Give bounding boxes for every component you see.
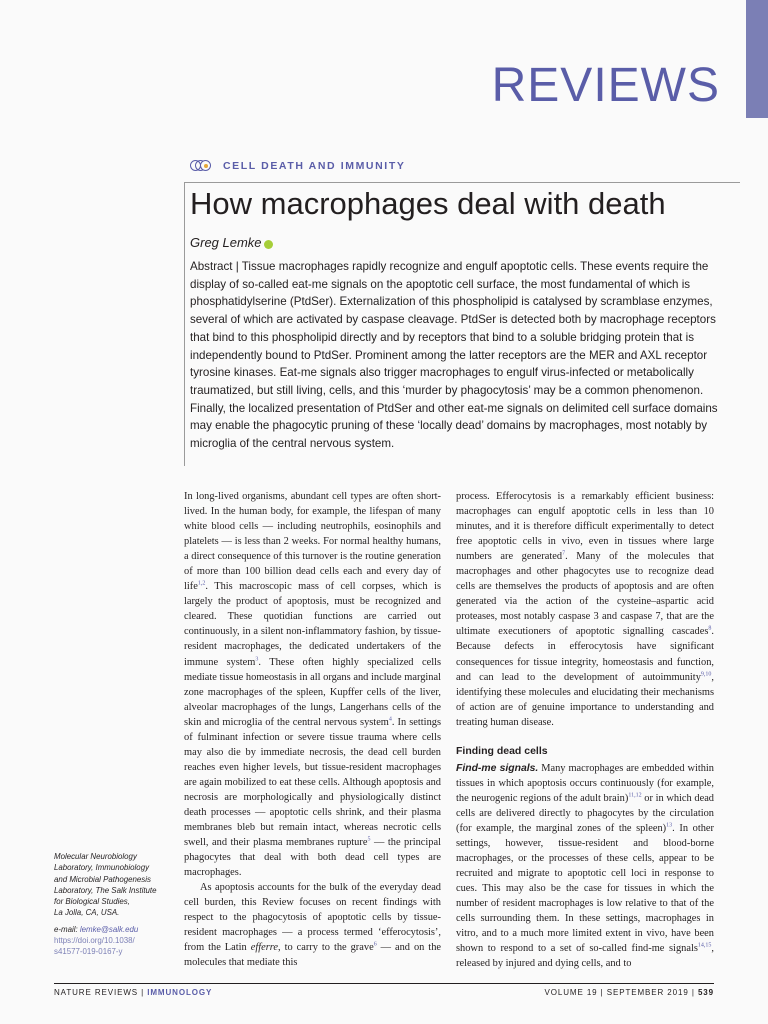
citation-ref[interactable]: 7 [562, 550, 566, 557]
citation-ref[interactable]: 11,12 [628, 792, 642, 799]
body-paragraph: In long-lived organisms, abundant cell types are often short-lived. In the human body, for example, the lifespan of many white blood cells — including neutrophils, eosinophils and platelets — is less than 2 weeks. For normal healthy humans, a direct consequence of this turnover is the routine generation of more than 100 billion dead cells each and every day of life$^{1,2}$. This macroscopic mass of cell corpses, which is largely the product of apoptosis, must be recognized and cleared. These quotidian functions are carried out continuously, in a silent non-inflammatory fashion, by tissue-resident macrophages, the dedicated undertakers of the immune system$^3$. These often highly specialized cells mediate tissue homeostasis in all organs and include marginal zone macrophages of the spleen, Kupffer cells of the liver, alveolar macrophages of the lungs, Langerhans cells of the skin and microglia of the central nervous system$^4$. In settings of fulminant infection or severe tissue trauma where cells may also die by immediate necrosis, the dead cell burden reaches even higher levels, but tissue-resident macrophages are again mobilized to eat these cells. Although apoptosis and necrosis are morphologically and physiologically distinct death processes — apoptotic cells shrink, and their plasma membranes bleb but remain intact, whereas necrotic cells swell, and their plasma membranes rupture$^5$ — the principal phagocytes that deal with both dead cell types are macrophages. [184, 491, 442, 879]
citation-ref[interactable]: 4 [388, 716, 392, 723]
affiliation-line: Laboratory, Immunobiology [54, 863, 150, 873]
side-color-tab [746, 0, 768, 118]
section-header [190, 159, 405, 173]
citation-ref[interactable]: 14,15 [697, 942, 712, 949]
section-heading: Finding dead cells [456, 744, 548, 757]
citation-ref[interactable]: 13 [666, 822, 673, 829]
citation-ref[interactable]: 8 [708, 625, 712, 632]
article-title: How macrophages deal with death [190, 186, 666, 221]
footer-journal [54, 988, 212, 997]
cell-rings-icon [190, 159, 220, 173]
body-paragraph [456, 761, 714, 972]
citation-ref[interactable]: 3 [255, 656, 259, 663]
run-in-heading: Find-me signals. [456, 762, 539, 774]
italic-term: efferre [250, 942, 279, 954]
author-name: Greg Lemke [190, 235, 262, 250]
doi-link[interactable] [54, 935, 179, 958]
journal-subject: IMMUNOLOGY [147, 988, 213, 997]
reviews-banner: REVIEWS [491, 59, 720, 112]
body-column-right [456, 489, 714, 971]
body-paragraph: process. Efferocytosis is a remarkably efficient business: macrophages can engulf apoptotic cells in less than 10 minutes, and it is therefore difficult experimentally to detect free apoptotic cells in vivo, even in tissues where large numbers are generated$^7$. Many of the molecules that macrophages and other phagocytes use to recognize dead cells are themselves the products of apoptosis and are often generated via the action of the cysteine–aspartic acid proteases, most notably caspase 3 and caspase 7, that are the ultimate executioners of apoptotic signalling cascades$^8$. Because defects in efferocytosis have significant consequences for tissue integrity, homeostasis and function, and can lead to the development of autoimmunity$^{9,10}$, identifying these molecules and elucidating their mechanisms of action are of genuine importance to understanding and treating human disease. [456, 491, 714, 728]
email-line [54, 924, 179, 935]
abstract: Abstract | Tissue macrophages rapidly recognize and engulf apoptotic cells. These events require the display of so-called eat-me signals on the apoptotic cell surface, the most fundamental of which is phosphatidylserine (PtdSer). Externalization of this phospholipid is catalysed by scramblase enzymes, several of which are activated by caspase cleavage. PtdSer is detected both by macrophage receptors that bind to this phospholipid directly and by receptors that bind to a soluble bridging protein that is independently bound to PtdSer. Prominent among the latter receptors are the MER and AXL receptor tyrosine kinases. Eat-me signals also trigger macrophages to engulf virus-infected or metabolically traumatized, but still living, cells, and this ‘murder by phagocytosis’ may be a common phenomenon. Finally, the localized presentation of PtdSer and other eat-me signals on delimited cell surface domains may enable the phagocytic pruning of these ‘locally dead’ domains by macrophages, most notably by microglia of the central nervous system. [190, 260, 718, 451]
doi-line: https://doi.org/10.1038/ [54, 936, 135, 946]
citation-ref[interactable]: 6 [373, 941, 377, 948]
citation-ref[interactable]: 1,2 [197, 580, 206, 587]
affiliation-line: La Jolla, CA, USA. [54, 908, 120, 918]
author-line [190, 235, 273, 250]
journal-name: NATURE REVIEWS [54, 988, 139, 997]
body-paragraph: As apoptosis accounts for the bulk of the everyday dead cell burden, this Review focuses on recent findings with respect to the phagocytosis of apoptotic cells by tissue-resident macrophages — a process termed ‘efferocytosis’, from the Latin efferre, to carry to the grave$^6$ — and on the molecules that mediate this [184, 882, 441, 969]
author-affiliation [54, 851, 179, 958]
email-link[interactable]: lemke@salk.edu [79, 924, 139, 934]
affiliation-line: Molecular Neurobiology [54, 852, 137, 861]
orcid-icon[interactable] [264, 240, 273, 249]
footer-rule [54, 983, 714, 984]
footer-separator: | [138, 988, 148, 997]
footer-issue [545, 988, 714, 997]
affiliation-line: Laboratory, The Salk Institute [54, 885, 157, 895]
citation-ref[interactable]: 9,10 [700, 671, 712, 678]
body-column-left [184, 489, 441, 971]
page-number: 539 [697, 988, 714, 997]
citation-ref[interactable]: 5 [367, 836, 371, 843]
abstract-rule [184, 182, 185, 466]
doi-line: s41577-019-0167-y [54, 947, 123, 957]
affiliation-line: for Biological Studies, [54, 897, 130, 907]
title-rule [184, 182, 740, 183]
section-label: CELL DEATH AND IMMUNITY [223, 160, 406, 172]
paragraph-text: Many macrophages are embedded within tissues in which apoptosis occurs continuously (for example, the neurogenic regions of the adult brain)$^{11,12}$ or in which dead cells are delivered directly to phagocytes by the circulation (for example, the marginal zones of the spleen)$^{13}$. In other settings, however, tissue-resident and blood-borne macrophages, or the processes of these cells, appear to be recruited and migrate to apoptotic cell loci in response to cues. This may also be the case for tissues in which the number of resident macrophages is low relative to that of the cells surrounding them. In these settings, macrophages in vitro, and to a much more limited extent in vivo, have been shown to respond to a set of so-called find-me signals$^{14,15}$, released by injured and dying cells, and to [456, 762, 715, 970]
affiliation-line: and Microbial Pathogenesis [54, 874, 151, 884]
email-label: e-mail: [54, 924, 80, 934]
issue-info: VOLUME 19 | SEPTEMBER 2019 | [544, 988, 698, 997]
